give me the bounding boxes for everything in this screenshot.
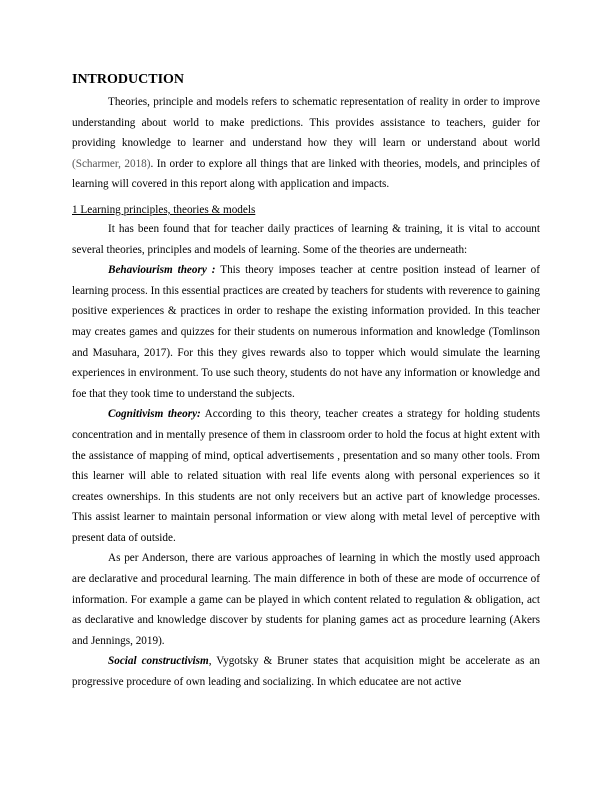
page-title: INTRODUCTION [72,72,185,87]
social-constructivism-paragraph [72,651,540,692]
cognitivism-term: Cognitivism theory: [108,408,201,421]
cognitivism-paragraph [72,404,540,548]
section-heading: 1 Learning principles, theories & models [72,203,256,216]
behaviourism-text: This theory imposes teacher at centre position instead of learner of learning process. In this essential practices are created by teachers for students with reverence to gaining positive experiences & practices in order to reshape the existing information provided. In this teacher may creates games and quizzes for their students on numerous information and knowledge (Tomlinson and Masuhara, 2017). For this they gives rewards also to topper which would simulate the learning experiences in environment. To use such theory, students do not have any information or knowledge and foe that they took time to understand the subjects. [72,264,540,400]
intro-citation: (Scharmer, 2018) [72,157,151,170]
social-constructivism-term: Social constructivism [108,655,209,668]
behaviourism-term: Behaviourism theory : [108,264,216,277]
document-page [72,70,540,693]
cognitivism-text: According to this theory, teacher creates a strategy for holding students concentration and in mentally presence of them in classroom order to hold the focus at hight extent with the assistance of mapping of mind, optical advertisements , presentation and so many other tools. From this learner will able to related situation with real life events along with personal experiences so it creates ownerships. In this students are not only receivers but an active part of knowledge processes. This assist learner to maintain personal information or view along with metal level of perceptive with present data of outside. [72,408,540,544]
behaviourism-paragraph [72,260,540,404]
intro-text: Theories, principle and models refers to schematic representation of reality in order to improve understanding about world to make predictions. This provides assistance to teachers, guider for providing knowledge to learner and understand how they will learn or understand about world [72,96,540,150]
anderson-paragraph: As per Anderson, there are various approaches of learning in which the mostly used approach are declarative and procedural learning. The main difference in both of these are mode of occurrence of information. For example a game can be played in which content related to regulation & obligation, act as declarative and knowledge discover by students for planing games act as procedure learning (Akers and Jennings, 2019). [72,552,540,647]
intro-text-continued: . In order to explore all things that are linked with theories, models, and principles of learning will covered in this report along with application and impacts. [72,157,540,191]
intro-paragraph [72,92,540,195]
section-intro-paragraph: It has been found that for teacher daily practices of learning & training, it is vital to account several theories, principles and models of learning. Some of the theories are underneath: [72,222,540,256]
social-constructivism-text: , Vygotsky & Bruner states that acquisition might be accelerate as an progressive procedure of own leading and socializing. In which educatee are not active [72,655,540,689]
